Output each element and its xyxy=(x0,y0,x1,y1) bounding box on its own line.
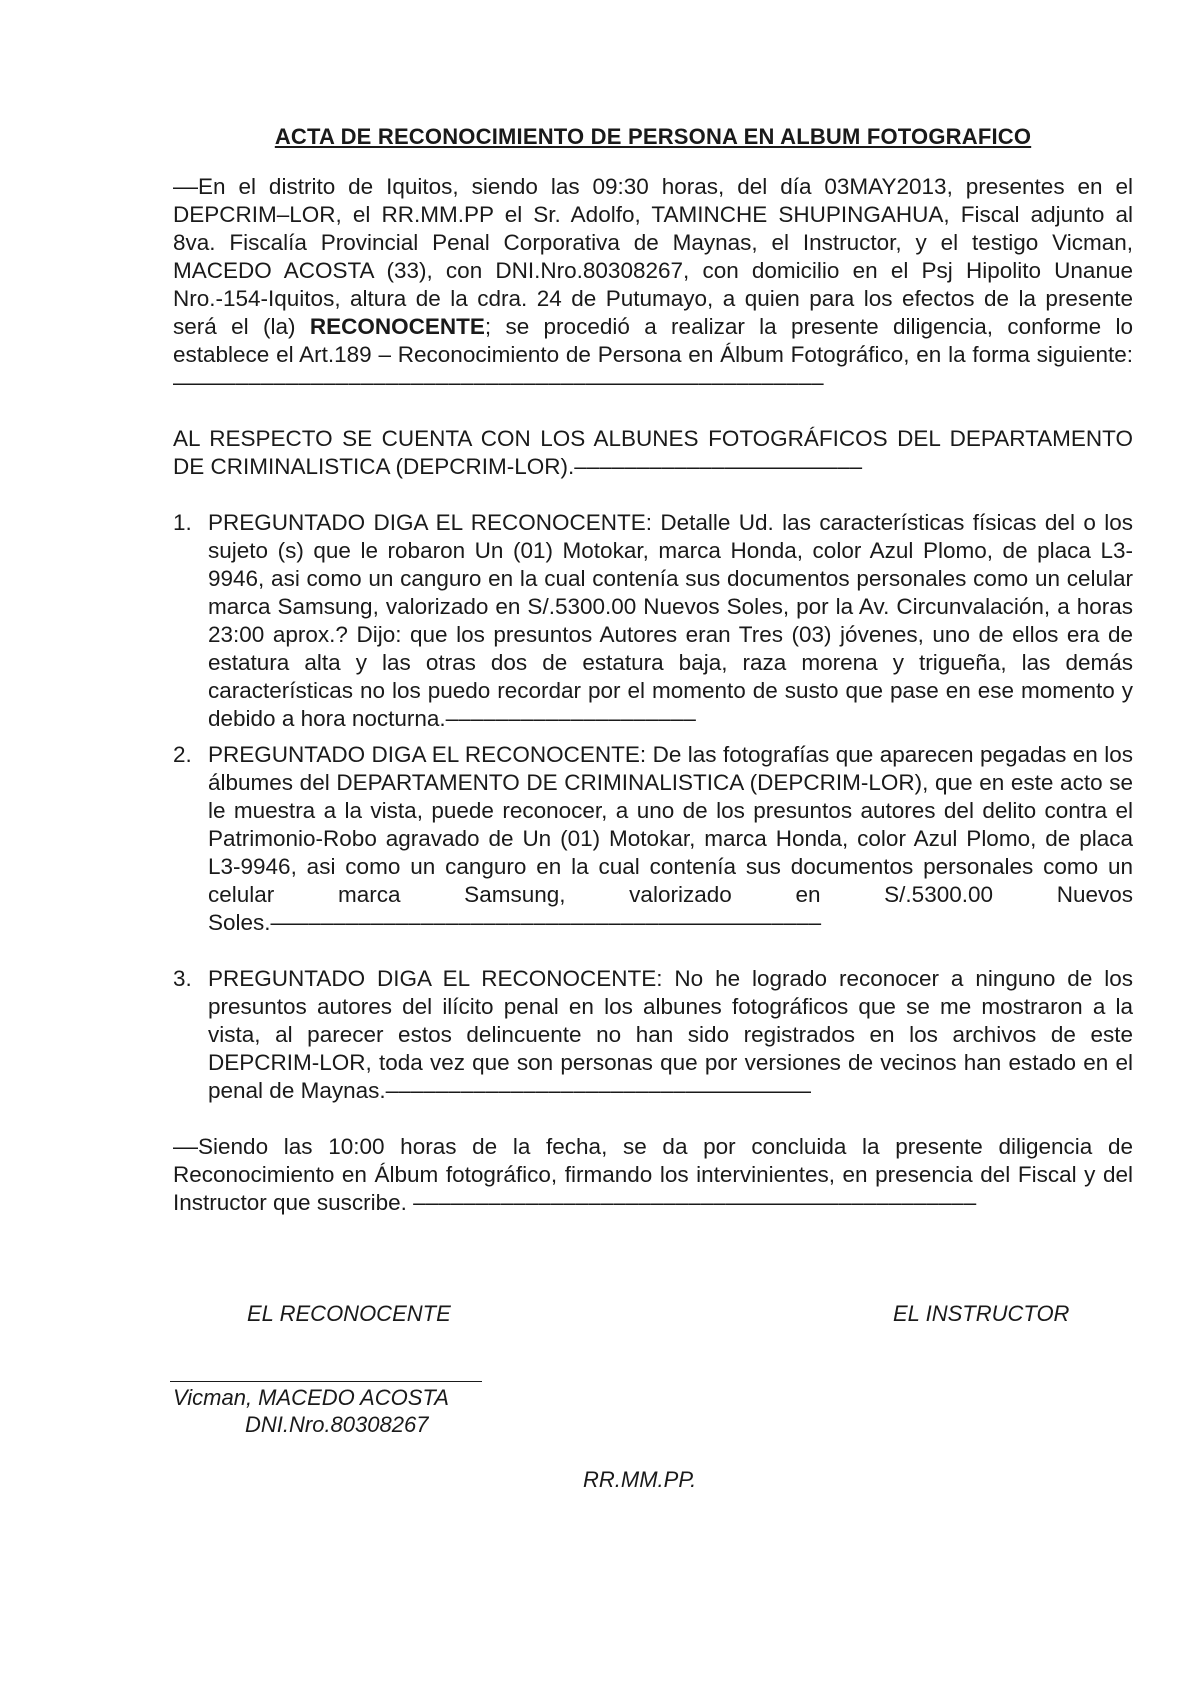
document-title: ACTA DE RECONOCIMIENTO DE PERSONA EN ALBUM FOTOGRAFICO xyxy=(274,124,1032,149)
question-text: PREGUNTADO DIGA EL RECONOCENTE: No he logrado reconocer a ninguno de los presuntos autores del ilícito penal en los albunes fotográficos que se me mostraron a la vista, al parecer estos delincuente no han sido registrados en los archivos de este DEPCRIM-LOR, toda vez que son personas que por versiones de vecinos han estado en el penal de Maynas.–––––––––––––––––––––––––––––––––– xyxy=(208,966,1133,1103)
instructor-label: EL INSTRUCTOR xyxy=(893,1301,1070,1326)
spacer xyxy=(173,481,1133,509)
question-number: 3. xyxy=(173,966,192,991)
reconocente-label: EL RECONOCENTE xyxy=(247,1301,451,1326)
spacer xyxy=(173,1113,1133,1133)
rrmmpp-label: RR.MM.PP. xyxy=(583,1467,697,1492)
intro-paragraph xyxy=(173,173,1133,397)
intro-bold-term: RECONOCENTE xyxy=(309,314,485,339)
question-number: 1. xyxy=(173,510,192,535)
reconocente-dni: DNI.Nro.80308267 xyxy=(245,1412,429,1437)
question-number: 2. xyxy=(173,742,192,767)
question-item-3 xyxy=(173,965,1133,1105)
document-body xyxy=(173,123,1133,1217)
intro-text-end: ; se procedió a realizar la presente diligencia, conforme lo establece el Art.189 – Reconocimiento de Persona en Álbum Fotográfico, en la forma siguiente: –––––––––––––––––––––––––––––––––––––––––––––––––––– xyxy=(173,314,1133,395)
question-item-2 xyxy=(173,741,1133,937)
respecto-paragraph: AL RESPECTO SE CUENTA CON LOS ALBUNES FOTOGRÁFICOS DEL DEPARTAMENTO DE CRIMINALISTICA (DEPCRIM-LOR).––––––––––––––––––––––– xyxy=(173,426,1133,479)
intro-text-start: ––En el distrito de Iquitos, siendo las 09:30 horas, del día 03MAY2013, presentes en el DEPCRIM–LOR, el RR.MM.PP el Sr. Adolfo, TAMINCHE SHUPINGAHUA, Fiscal adjunto al 8va. Fiscalía Provincial Penal Corporativa de Maynas, el Instructor, y el testigo Vicman, MACEDO ACOSTA (33), con DNI.Nro.80308267, con domicilio en el Psj Hipolito Unanue Nro.-154-Iquitos, altura de la cdra. 24 de Putumayo, a quien para los efectos de la presente será el (la) xyxy=(173,174,1133,339)
reconocente-name: Vicman, MACEDO ACOSTA xyxy=(173,1385,449,1410)
closing-paragraph: ––Siendo las 10:00 horas de la fecha, se da por concluida la presente diligencia de Reconocimiento en Álbum fotográfico, firmando los intervinientes, en presencia del Fiscal y del Instructor que suscribe. ––––––––––––––––––––––––––––––––––––––––––––– xyxy=(173,1134,1133,1215)
question-item-1 xyxy=(173,509,1133,733)
question-list xyxy=(173,509,1133,1105)
question-text: PREGUNTADO DIGA EL RECONOCENTE: Detalle Ud. las características físicas del o los sujeto (s) que le robaron Un (01) Motokar, marca Honda, color Azul Plomo, de placa L3-9946, asi como un canguro en la cual contenía sus documentos personales como un celular marca Samsung, valorizado en S/.5300.00 Nuevos Soles, por la Av. Circunvalación, a horas 23:00 aprox.? Dijo: que los presuntos Autores eran Tres (03) jóvenes, uno de ellos era de estatura alta y las otras dos de estatura baja, raza morena y trigueña, las demás características no los puedo recordar por el momento de susto que pase en ese momento y debido a hora nocturna.–––––––––––––––––––– xyxy=(208,510,1133,731)
signature-line xyxy=(170,1381,482,1382)
spacer xyxy=(173,397,1133,425)
question-text: PREGUNTADO DIGA EL RECONOCENTE: De las fotografías que aparecen pegadas en los álbumes del DEPARTAMENTO DE CRIMINALISTICA (DEPCRIM-LOR), que en este acto se le muestra a la vista, puede reconocer, a uno de los presuntos autores del delito contra el Patrimonio-Robo agravado de Un (01) Motokar, marca Honda, color Azul Plomo, de placa L3-9946, asi como un canguro en la cual contenía sus documentos personales como un celular marca Samsung, valorizado en S/.5300.00 Nuevos Soles.–––––––––––––––––––––––––––––––––––––––––––– xyxy=(208,742,1133,935)
